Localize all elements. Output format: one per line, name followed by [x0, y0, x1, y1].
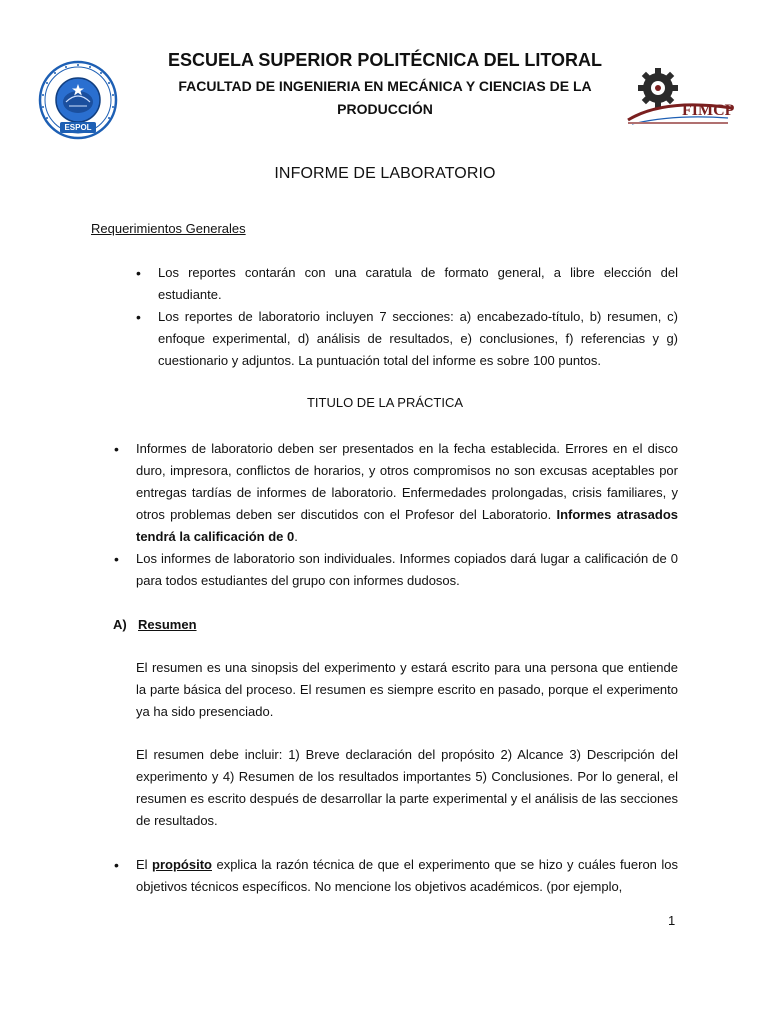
fimcp-logo-text: FIMCP: [682, 102, 735, 119]
rules-bullet-1: [136, 438, 678, 548]
rules-bullet-1-end: .: [294, 529, 298, 544]
fimcp-logo: [624, 58, 736, 130]
espol-seal-logo: [38, 60, 118, 140]
purpose-bullet-text: explica la razón técnica de que el experimento que se hizo y cuáles fueron los objetivos técnicos específicos. No mencione los objetivos académicos. (por ejemplo,: [136, 857, 679, 894]
bullet-marker: •: [136, 309, 141, 325]
page-number: 1: [668, 913, 676, 928]
espol-banner-text: ESPOL: [64, 123, 92, 132]
bullet-marker: •: [114, 441, 119, 457]
bullet-marker: •: [114, 857, 119, 873]
summary-paragraph-2: El resumen debe incluir: 1) Breve declaración del propósito 2) Alcance 3) Descripción del experimento y 4) Resumen de los resultados importantes 5) Conclusiones. Por lo general, el resumen es escrito después de desarrollar la parte experimental y el análisis de las secciones de resultados.: [136, 747, 678, 828]
requirements-bullet-2: Los reportes de laboratorio incluyen 7 secciones: a) encabezado-título, b) resumen, c) enfoque experimental, d) análisis de resultados, e) conclusiones, f) referencias y g) cuestionario y adjuntos. La puntuación total del informe es sobre 100 puntos.: [158, 309, 678, 368]
rules-bullet-2: Los informes de laboratorio son individuales. Informes copiados dará lugar a calificación de 0 para todos estudiantes del grupo con informes dudosos.: [136, 551, 678, 588]
document-title: INFORME DE LABORATORIO: [274, 165, 496, 182]
section-a-letter: A): [113, 617, 127, 632]
bullet-marker: •: [114, 551, 119, 567]
bullet-marker: •: [136, 265, 141, 281]
purpose-bullet: [136, 854, 678, 898]
rules-bullet-1-text: Informes de laboratorio deben ser presentados en la fecha establecida. Errores en el disco duro, impresora, conflictos de horarios, y otros compromisos no son excusas aceptables por entregas tardías de informes de laboratorio. Enfermedades prolongadas, crisis familiares, y otros problemas deben ser discutidos con el Profesor del Laboratorio.: [136, 441, 678, 522]
purpose-term: propósito: [152, 857, 212, 872]
requirements-bullet-1: Los reportes contarán con una caratula de formato general, a libre elección del estudiante.: [158, 265, 678, 302]
purpose-bullet-prefix: El: [136, 857, 153, 872]
faculty-name-line2: PRODUCCIÓN: [337, 101, 433, 117]
institution-name: ESCUELA SUPERIOR POLITÉCNICA DEL LITORAL: [167, 50, 603, 70]
summary-paragraph-1: El resumen es una sinopsis del experimento y estará escrito para una persona que entiende la parte básica del proceso. El resumen es siempre escrito en pasado, porque el experimento ya ha sido presenciado.: [136, 660, 678, 719]
section-a-title: Resumen: [138, 617, 197, 632]
late-penalty-text: Informes atrasados tendrá la calificación de 0: [136, 507, 678, 544]
faculty-name-line1: FACULTAD DE INGENIERIA EN MECÁNICA Y CIENCIAS DE LA: [178, 78, 592, 94]
requirements-heading: Requerimientos Generales: [91, 221, 246, 236]
practice-title: TITULO DE LA PRÁCTICA: [306, 395, 464, 410]
